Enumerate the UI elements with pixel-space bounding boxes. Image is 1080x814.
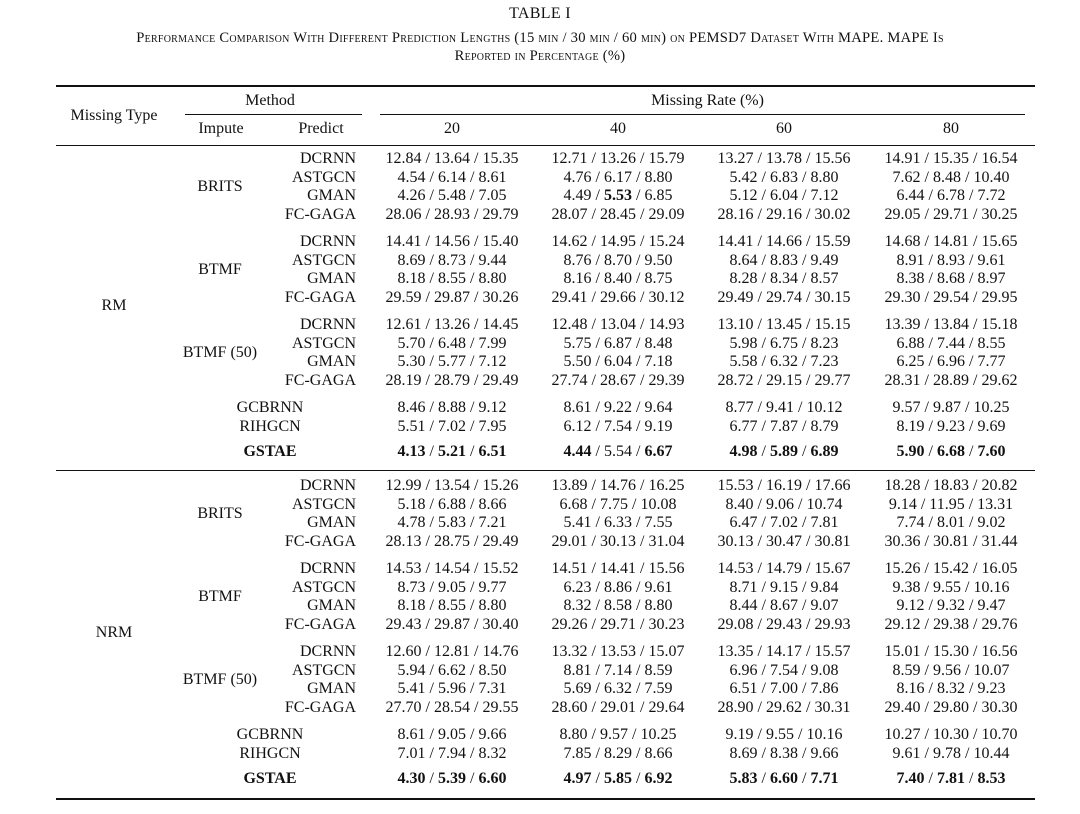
mape-cell: 28.13 / 28.75 / 29.49 xyxy=(385,532,519,550)
mape-cell: 8.61 / 9.05 / 9.66 xyxy=(397,726,507,743)
mape-cell: 8.28 / 8.34 / 8.57 xyxy=(729,270,839,287)
mape-cell: 13.39 / 13.84 / 15.18 xyxy=(884,316,1018,333)
mape-cell: 8.32 / 8.58 / 8.80 xyxy=(563,597,673,614)
predict-model-label: ASTGCN xyxy=(291,578,356,596)
mape-cell: 5.70 / 6.48 / 7.99 xyxy=(397,334,507,352)
mape-cell: 28.07 / 28.45 / 29.09 xyxy=(551,205,685,223)
mape-cell-proposed: 5.90 / 6.68 / 7.60 xyxy=(896,443,1006,460)
mape-cell: 28.60 / 29.01 / 29.64 xyxy=(551,698,685,716)
mape-cell: 5.51 / 7.02 / 7.95 xyxy=(397,417,507,435)
mape-cell: 27.70 / 28.54 / 29.55 xyxy=(385,698,519,716)
mape-cell: 6.12 / 7.54 / 9.19 xyxy=(563,417,673,435)
baseline-method-label: RIHGCN xyxy=(239,744,301,762)
mape-cell: 15.53 / 16.19 / 17.66 xyxy=(717,477,851,494)
mape-cell: 4.49 / 5.53 / 6.85 xyxy=(563,187,673,204)
mape-cell: 5.75 / 6.87 / 8.48 xyxy=(563,334,673,352)
mape-cell: 4.78 / 5.83 / 7.21 xyxy=(397,514,507,531)
mape-cell: 5.69 / 6.32 / 7.59 xyxy=(563,680,673,697)
mape-cell: 4.26 / 5.48 / 7.05 xyxy=(397,187,507,204)
mape-cell: 12.99 / 13.54 / 15.26 xyxy=(385,477,519,494)
mape-cell: 8.40 / 9.06 / 10.74 xyxy=(725,495,843,513)
table-caption xyxy=(0,4,1080,65)
mape-cell: 29.05 / 29.71 / 30.25 xyxy=(884,205,1018,223)
proposed-method-label: GSTAE xyxy=(243,443,297,460)
mape-cell-proposed: 5.83 / 6.60 / 7.71 xyxy=(729,770,839,787)
mape-cell: 5.12 / 6.04 / 7.12 xyxy=(729,187,839,204)
mape-cell: 9.57 / 9.87 / 10.25 xyxy=(892,399,1010,416)
mape-cell: 27.74 / 28.67 / 29.39 xyxy=(551,371,685,389)
mape-cell: 9.19 / 9.55 / 10.16 xyxy=(725,726,843,743)
mape-cell: 8.18 / 8.55 / 8.80 xyxy=(397,597,507,614)
predict-model-label: ASTGCN xyxy=(291,661,356,679)
mape-cell: 14.91 / 15.35 / 16.54 xyxy=(884,150,1018,167)
mape-cell: 7.01 / 7.94 / 8.32 xyxy=(397,744,507,762)
mape-cell: 28.31 / 28.89 / 29.62 xyxy=(884,371,1018,389)
table-top-rule xyxy=(56,85,1035,87)
header-missing-rate-underline xyxy=(380,114,1025,115)
header-bottom-rule xyxy=(56,145,1035,146)
mape-cell: 5.94 / 6.62 / 8.50 xyxy=(397,661,507,679)
caption-line-1: Performance Comparison With Different Prediction Lengths (15 min / 30 min / 60 min) on PEMSD7 Dataset With MAPE. MAPE Is xyxy=(136,30,944,46)
impute-method-label: BTMF (50) xyxy=(182,343,258,361)
mape-cell: 8.69 / 8.73 / 9.44 xyxy=(397,251,507,269)
predict-model-label: GMAN xyxy=(307,187,356,204)
mape-cell: 8.18 / 8.55 / 8.80 xyxy=(397,270,507,287)
mape-cell: 29.40 / 29.80 / 30.30 xyxy=(884,698,1018,716)
mape-cell: 8.91 / 8.93 / 9.61 xyxy=(896,251,1006,269)
predict-model-label: FC-GAGA xyxy=(284,288,356,306)
mape-cell: 9.61 / 9.78 / 10.44 xyxy=(892,744,1010,762)
mape-cell: 18.28 / 18.83 / 20.82 xyxy=(884,477,1018,494)
header-predict: Predict xyxy=(298,120,344,137)
mape-cell: 6.68 / 7.75 / 10.08 xyxy=(559,495,677,513)
mape-cell: 14.41 / 14.56 / 15.40 xyxy=(385,233,519,250)
mape-cell: 15.01 / 15.30 / 16.56 xyxy=(884,643,1018,660)
mape-cell: 8.69 / 8.38 / 9.66 xyxy=(729,744,839,762)
mape-cell: 6.51 / 7.00 / 7.86 xyxy=(729,680,839,697)
predict-model-label: GMAN xyxy=(307,597,356,614)
mape-cell: 14.62 / 14.95 / 15.24 xyxy=(551,233,685,250)
baseline-method-label: GCBRNN xyxy=(236,399,304,416)
predict-model-label: GMAN xyxy=(307,514,356,531)
mape-cell: 14.41 / 14.66 / 15.59 xyxy=(717,233,851,250)
mape-cell: 14.68 / 14.81 / 15.65 xyxy=(884,233,1018,250)
impute-method-label: BRITS xyxy=(197,177,243,195)
table-title: TABLE I xyxy=(509,5,571,22)
mape-cell: 5.58 / 6.32 / 7.23 xyxy=(729,353,839,370)
mape-cell: 15.26 / 15.42 / 16.05 xyxy=(884,560,1018,577)
predict-model-label: DCRNN xyxy=(299,477,356,494)
mape-cell: 28.19 / 28.79 / 29.49 xyxy=(385,371,519,389)
mape-cell: 8.61 / 9.22 / 9.64 xyxy=(563,399,673,416)
mape-cell: 29.30 / 29.54 / 29.95 xyxy=(884,288,1018,306)
predict-model-label: DCRNN xyxy=(299,643,356,660)
mape-cell: 12.60 / 12.81 / 14.76 xyxy=(385,643,519,660)
mape-cell: 8.71 / 9.15 / 9.84 xyxy=(729,578,839,596)
mape-cell: 29.59 / 29.87 / 30.26 xyxy=(385,288,519,306)
header-rate-60: 60 xyxy=(776,120,792,137)
predict-model-label: FC-GAGA xyxy=(284,205,356,223)
predict-model-label: FC-GAGA xyxy=(284,532,356,550)
proposed-method-label: GSTAE xyxy=(243,770,297,787)
predict-model-label: DCRNN xyxy=(299,316,356,333)
predict-model-label: FC-GAGA xyxy=(284,371,356,389)
missing-type-label: RM xyxy=(101,296,127,314)
mape-cell: 12.48 / 13.04 / 14.93 xyxy=(551,316,685,333)
mape-cell: 8.76 / 8.70 / 9.50 xyxy=(563,251,673,269)
predict-model-label: FC-GAGA xyxy=(284,698,356,716)
mape-cell-proposed: 4.13 / 5.21 / 6.51 xyxy=(397,443,507,460)
mape-cell: 13.32 / 13.53 / 15.07 xyxy=(551,643,685,660)
mape-cell-proposed: 4.98 / 5.89 / 6.89 xyxy=(729,443,839,460)
impute-method-label: BRITS xyxy=(197,504,243,522)
table-bottom-rule xyxy=(56,798,1035,800)
predict-model-label: GMAN xyxy=(307,680,356,697)
mape-cell: 13.89 / 14.76 / 16.25 xyxy=(551,477,685,494)
mape-cell: 6.96 / 7.54 / 9.08 xyxy=(729,661,839,679)
predict-model-label: ASTGCN xyxy=(291,334,356,352)
impute-method-label: BTMF xyxy=(198,587,242,605)
mape-cell: 6.47 / 7.02 / 7.81 xyxy=(729,514,839,531)
mape-cell: 14.53 / 14.79 / 15.67 xyxy=(717,560,851,577)
mape-cell: 6.44 / 6.78 / 7.72 xyxy=(896,187,1006,204)
mape-cell-proposed: 4.44 / 5.54 / 6.67 xyxy=(563,443,673,460)
mape-cell: 5.42 / 6.83 / 8.80 xyxy=(729,168,839,186)
predict-model-label: ASTGCN xyxy=(291,495,356,513)
mape-cell: 29.43 / 29.87 / 30.40 xyxy=(385,615,519,633)
header-method: Method xyxy=(245,92,295,109)
header-method-underline xyxy=(185,114,362,115)
mape-cell: 12.61 / 13.26 / 14.45 xyxy=(385,316,519,333)
predict-model-label: DCRNN xyxy=(299,150,356,167)
header-rate-20: 20 xyxy=(444,120,460,137)
mape-cell: 7.74 / 8.01 / 9.02 xyxy=(896,514,1006,531)
mape-cell: 10.27 / 10.30 / 10.70 xyxy=(884,726,1018,743)
mape-cell: 8.80 / 9.57 / 10.25 xyxy=(559,726,677,743)
mape-cell: 29.01 / 30.13 / 31.04 xyxy=(551,532,685,550)
mape-cell: 28.16 / 29.16 / 30.02 xyxy=(717,205,851,223)
mape-cell: 8.81 / 7.14 / 8.59 xyxy=(563,661,673,679)
mape-cell: 8.77 / 9.41 / 10.12 xyxy=(725,399,843,416)
caption-line-2: Reported in Percentage (%) xyxy=(454,48,626,64)
mape-cell: 9.38 / 9.55 / 10.16 xyxy=(892,578,1010,596)
mape-cell: 14.53 / 14.54 / 15.52 xyxy=(385,560,519,577)
mape-cell: 13.10 / 13.45 / 15.15 xyxy=(717,316,851,333)
mape-cell: 6.25 / 6.96 / 7.77 xyxy=(896,353,1006,370)
impute-method-label: BTMF (50) xyxy=(182,670,258,688)
missing-type-label: NRM xyxy=(95,623,133,641)
mape-cell: 8.46 / 8.88 / 9.12 xyxy=(397,399,507,416)
mape-cell: 5.98 / 6.75 / 8.23 xyxy=(729,334,839,352)
header-impute: Impute xyxy=(198,120,244,137)
mape-cell: 8.73 / 9.05 / 9.77 xyxy=(397,578,507,596)
mape-cell: 4.54 / 6.14 / 8.61 xyxy=(397,168,507,186)
predict-model-label: ASTGCN xyxy=(291,251,356,269)
mape-cell: 9.14 / 11.95 / 13.31 xyxy=(888,495,1014,513)
mape-cell: 30.13 / 30.47 / 30.81 xyxy=(717,532,851,550)
mape-cell: 8.16 / 8.40 / 8.75 xyxy=(563,270,673,287)
mape-cell: 13.35 / 14.17 / 15.57 xyxy=(717,643,851,660)
predict-model-label: GMAN xyxy=(307,353,356,370)
mape-cell: 8.64 / 8.83 / 9.49 xyxy=(729,251,839,269)
mape-cell: 28.72 / 29.15 / 29.77 xyxy=(717,371,851,389)
mape-cell: 14.51 / 14.41 / 15.56 xyxy=(551,560,685,577)
predict-model-label: FC-GAGA xyxy=(284,615,356,633)
mape-cell: 5.50 / 6.04 / 7.18 xyxy=(563,353,673,370)
mape-cell: 8.38 / 8.68 / 8.97 xyxy=(896,270,1006,287)
predict-model-label: ASTGCN xyxy=(291,168,356,186)
mape-cell: 8.16 / 8.32 / 9.23 xyxy=(896,680,1006,697)
mape-cell: 13.27 / 13.78 / 15.56 xyxy=(717,150,851,167)
predict-model-label: DCRNN xyxy=(299,233,356,250)
mape-cell-proposed: 4.30 / 5.39 / 6.60 xyxy=(397,770,507,787)
mape-cell: 4.76 / 6.17 / 8.80 xyxy=(563,168,673,186)
mape-cell: 6.88 / 7.44 / 8.55 xyxy=(896,334,1006,352)
mape-cell: 12.71 / 13.26 / 15.79 xyxy=(551,150,685,167)
section-divider-rule xyxy=(56,470,1035,471)
mape-cell: 12.84 / 13.64 / 15.35 xyxy=(385,150,519,167)
mape-cell: 8.59 / 9.56 / 10.07 xyxy=(892,661,1010,679)
mape-cell: 6.77 / 7.87 / 8.79 xyxy=(729,417,839,435)
mape-cell-proposed: 4.97 / 5.85 / 6.92 xyxy=(563,770,673,787)
mape-cell: 5.41 / 6.33 / 7.55 xyxy=(563,514,673,531)
predict-model-label: GMAN xyxy=(307,270,356,287)
mape-cell: 5.18 / 6.88 / 8.66 xyxy=(397,495,507,513)
mape-cell-proposed: 7.40 / 7.81 / 8.53 xyxy=(896,770,1006,787)
mape-cell: 8.19 / 9.23 / 9.69 xyxy=(896,417,1006,435)
mape-cell: 5.30 / 5.77 / 7.12 xyxy=(397,353,507,370)
mape-cell: 29.12 / 29.38 / 29.76 xyxy=(884,615,1018,633)
mape-cell: 29.41 / 29.66 / 30.12 xyxy=(551,288,685,306)
mape-cell: 29.26 / 29.71 / 30.23 xyxy=(551,615,685,633)
header-rate-40: 40 xyxy=(610,120,626,137)
mape-cell: 28.06 / 28.93 / 29.79 xyxy=(385,205,519,223)
baseline-method-label: RIHGCN xyxy=(239,417,301,435)
mape-cell: 9.12 / 9.32 / 9.47 xyxy=(896,597,1006,614)
impute-method-label: BTMF xyxy=(198,260,242,278)
header-missing-rate: Missing Rate (%) xyxy=(651,92,764,109)
mape-cell: 8.44 / 8.67 / 9.07 xyxy=(729,597,839,614)
header-rate-80: 80 xyxy=(943,120,959,137)
mape-cell: 6.23 / 8.86 / 9.61 xyxy=(563,578,673,596)
predict-model-label: DCRNN xyxy=(299,560,356,577)
mape-cell: 29.49 / 29.74 / 30.15 xyxy=(717,288,851,306)
header-missing-type: Missing Type xyxy=(70,107,158,124)
mape-cell: 5.41 / 5.96 / 7.31 xyxy=(397,680,507,697)
mape-cell: 7.62 / 8.48 / 10.40 xyxy=(892,168,1010,186)
mape-cell: 28.90 / 29.62 / 30.31 xyxy=(717,698,851,716)
baseline-method-label: GCBRNN xyxy=(236,726,304,743)
mape-cell: 30.36 / 30.81 / 31.44 xyxy=(884,532,1018,550)
mape-cell: 7.85 / 8.29 / 8.66 xyxy=(563,744,673,762)
mape-cell: 29.08 / 29.43 / 29.93 xyxy=(717,615,851,633)
